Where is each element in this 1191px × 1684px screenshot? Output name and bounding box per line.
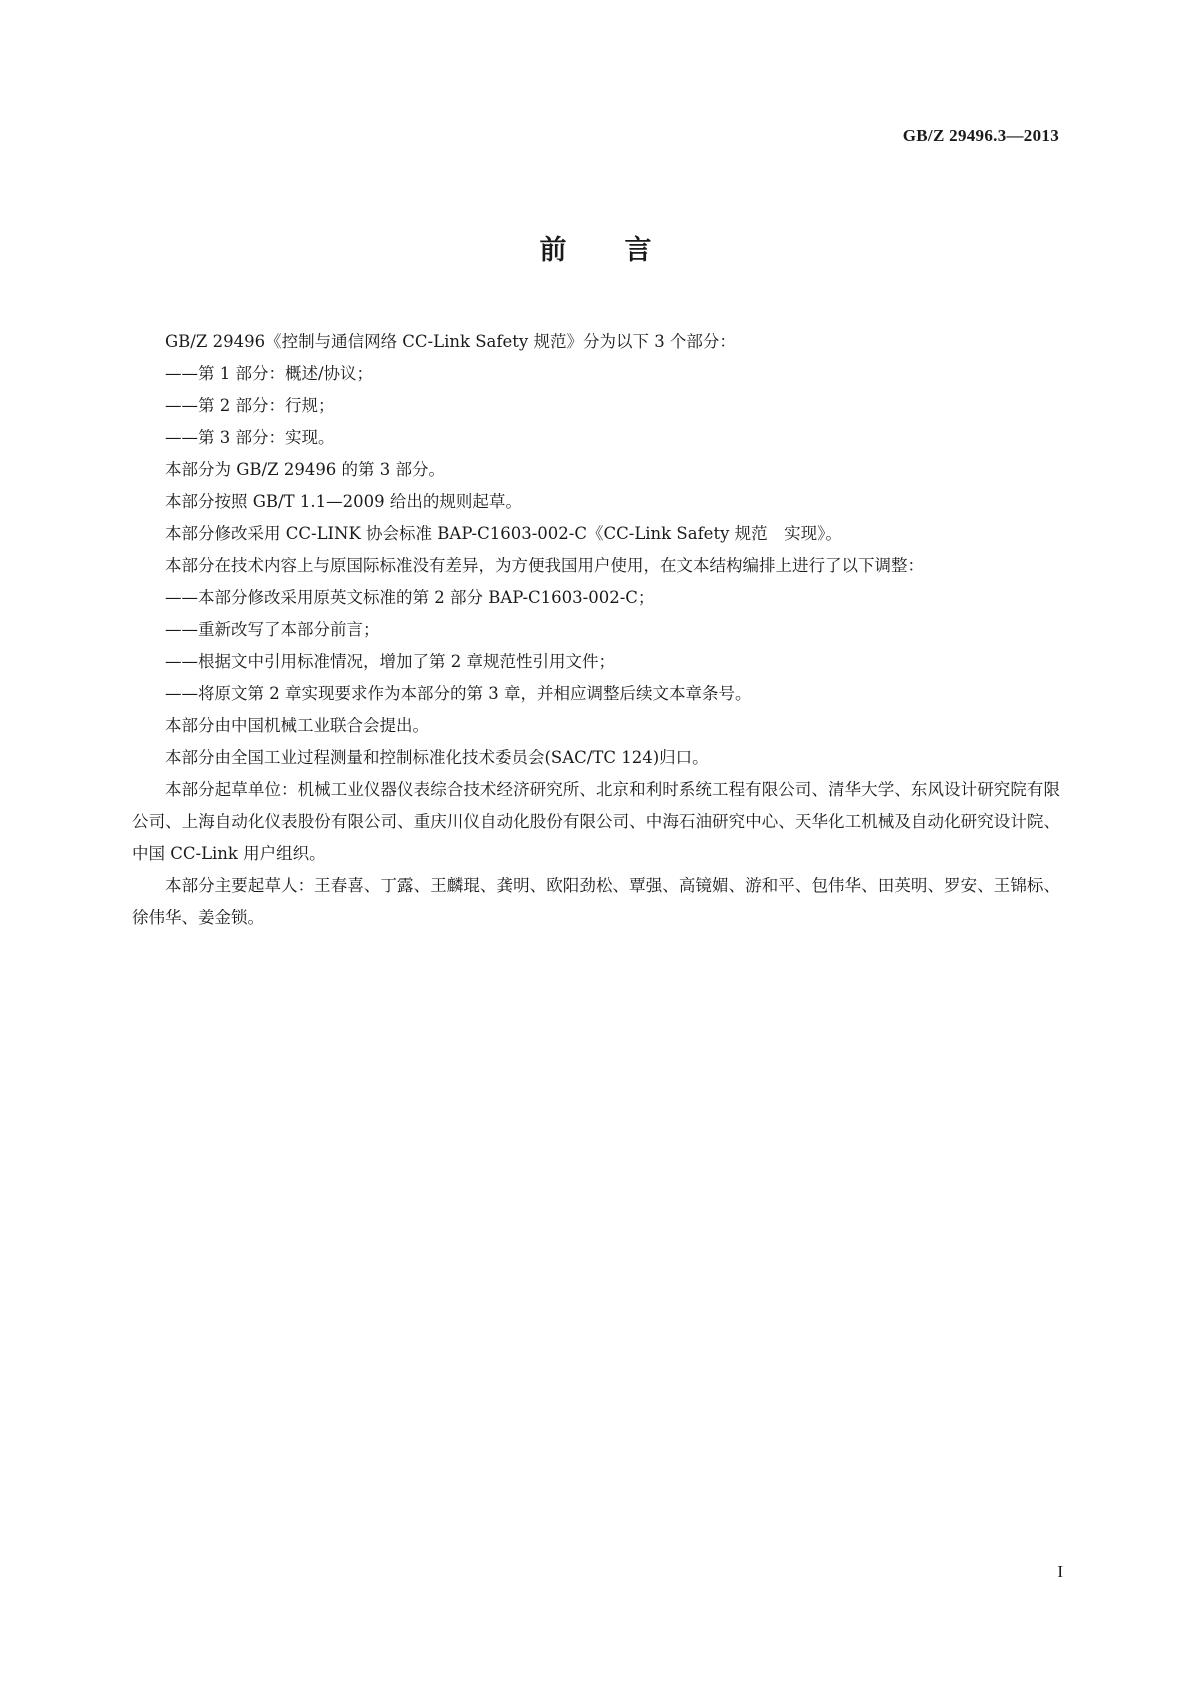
page-number: I	[1057, 1562, 1063, 1581]
list-item-adjustment-2: ——重新改写了本部分前言；	[165, 620, 380, 639]
list-item-part-2: ——第 2 部分：行规；	[165, 396, 335, 415]
standard-number: GB/Z 29496.3—2013	[902, 126, 1059, 145]
paragraph-administered-by: 本部分由全国工业过程测量和控制标准化技术委员会(SAC/TC 124)归口。	[165, 748, 709, 767]
list-item-adjustment-1: ——本部分修改采用原英文标准的第 2 部分 BAP-C1603-002-C；	[165, 588, 655, 607]
page-title	[0, 228, 1191, 267]
list-item-part-3: ——第 3 部分：实现。	[165, 428, 335, 447]
list-item-part-1: ——第 1 部分：概述/协议；	[165, 364, 374, 383]
paragraph-adoption: 本部分修改采用 CC-LINK 协会标准 BAP-C1603-002-C《CC-Link Safety 规范 实现》。	[165, 524, 842, 543]
page-title-char-1: 前	[539, 235, 567, 266]
paragraph-drafting-units: 本部分起草单位：机械工业仪器仪表综合技术经济研究所、北京和利时系统工程有限公司、清华大学、东风设计研究院有限公司、上海自动化仪表股份有限公司、重庆川仪自动化股份有限公司、中海石油研究中心、天华化工机械及自动化研究设计院、中国 CC-Link 用户组织。	[132, 780, 1060, 863]
paragraph-drafting-rules: 本部分按照 GB/T 1.1—2009 给出的规则起草。	[165, 492, 522, 511]
paragraph-this-part: 本部分为 GB/Z 29496 的第 3 部分。	[165, 460, 446, 479]
paragraph-parts-intro: GB/Z 29496《控制与通信网络 CC-Link Safety 规范》分为以下 3 个部分：	[165, 332, 736, 351]
page-title-char-2: 言	[624, 235, 652, 266]
list-item-adjustment-4: ——将原文第 2 章实现要求作为本部分的第 3 章，并相应调整后续文本章条号。	[165, 684, 752, 703]
paragraph-adjustments: 本部分在技术内容上与原国际标准没有差异，为方便我国用户使用，在文本结构编排上进行了以下调整：	[165, 556, 924, 575]
paragraph-proposed-by: 本部分由中国机械工业联合会提出。	[165, 716, 429, 735]
foreword-body	[132, 326, 1060, 934]
paragraph-drafters: 本部分主要起草人：王春喜、丁露、王麟琨、龚明、欧阳劲松、覃强、高镜媚、游和平、包伟华、田英明、罗安、王锦标、徐伟华、姜金锁。	[132, 876, 1060, 927]
list-item-adjustment-3: ——根据文中引用标准情况，增加了第 2 章规范性引用文件；	[165, 652, 615, 671]
